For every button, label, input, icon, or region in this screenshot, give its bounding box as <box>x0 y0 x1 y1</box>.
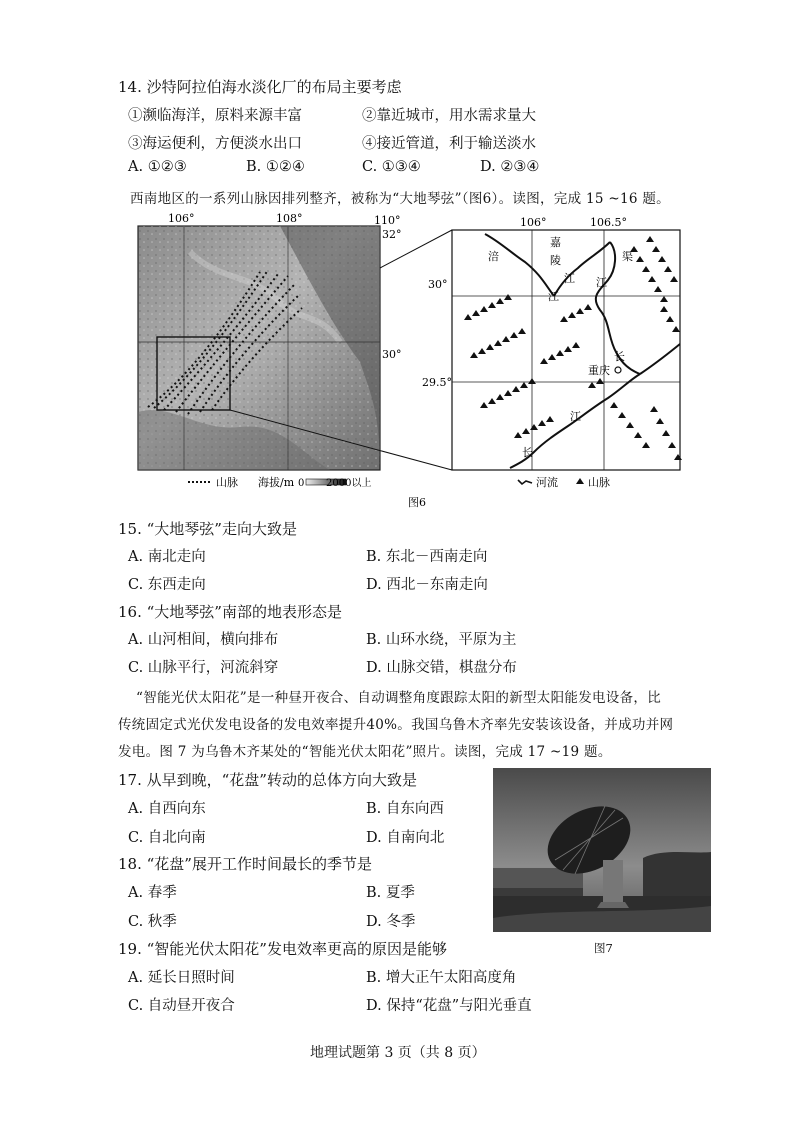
q17-option-b: B. 自东向西 <box>366 801 444 817</box>
q14-option-a: A. ①②③ <box>128 159 187 175</box>
q14-stem: 14. 沙特阿拉伯海水淡化厂的布局主要考虑 <box>118 78 402 96</box>
q15-option-b: B. 东北－西南走向 <box>366 549 488 565</box>
q19-option-c: C. 自动昼开夜合 <box>128 998 235 1014</box>
page-footer: 地理试题第 3 页（共 8 页） <box>310 1045 486 1061</box>
q14-item-4: ④接近管道，利于输送淡水 <box>362 136 536 152</box>
intro-17-19-line-3: 发电。图 7 为乌鲁木齐某处的“智能光伏太阳花”照片。读图，完成 17 ~19 题。 <box>118 744 612 760</box>
q14-option-c: C. ①③④ <box>362 159 421 175</box>
legend-elev-max: 2000以上 <box>326 478 372 489</box>
lon-label-106_5: 106.5° <box>590 216 627 229</box>
q15-stem: 15. “大地琴弦”走向大致是 <box>118 520 297 538</box>
q19-option-b: B. 增大正午太阳高度角 <box>366 970 517 986</box>
legend-mountain-left: 山脉 <box>216 476 238 489</box>
lat-label-32: 32° <box>382 228 402 241</box>
q16-option-c: C. 山脉平行，河流斜穿 <box>128 660 279 676</box>
q19-option-a: A. 延长日照时间 <box>128 970 235 986</box>
q19-option-d: D. 保持“花盘”与阳光垂直 <box>366 998 532 1014</box>
q17-stem: 17. 从早到晚，“花盘”转动的总体方向大致是 <box>118 771 417 789</box>
q15-option-a: A. 南北走向 <box>128 549 206 565</box>
q15-option-d: D. 西北－东南走向 <box>366 577 488 593</box>
place-label-jiang-3: 江 <box>596 276 607 289</box>
q17-option-c: C. 自北向南 <box>128 830 206 846</box>
sunflower-pole <box>603 860 623 902</box>
place-label-jiang-1: 江 <box>564 272 575 285</box>
q14-item-2: ②靠近城市，用水需求量大 <box>362 108 536 124</box>
q18-option-d: D. 冬季 <box>366 914 416 930</box>
q14-item-1: ①濒临海洋，原料来源丰富 <box>128 108 302 124</box>
place-label-fu: 涪 <box>488 250 499 263</box>
q16-option-d: D. 山脉交错，棋盘分布 <box>366 660 517 676</box>
lat-label-29_5: 29.5° <box>422 376 452 389</box>
q15-option-c: C. 东西走向 <box>128 577 206 593</box>
place-label-jiang-4: 江 <box>570 410 581 423</box>
lon-label-108: 108° <box>276 212 303 225</box>
q16-option-a: A. 山河相间，横向排布 <box>128 632 279 648</box>
detail-map <box>452 230 682 470</box>
figure-7-photo <box>493 768 711 932</box>
legend-river: 河流 <box>536 476 558 489</box>
place-label-ling: 陵 <box>550 254 561 267</box>
intro-15-16: 西南地区的一系列山脉因排列整齐，被称为“大地琴弦”（图6）。读图，完成 15 ~16 题。 <box>130 191 670 207</box>
figure-7-caption: 图7 <box>594 941 613 955</box>
relief-map <box>138 226 380 470</box>
lon-label-106: 106° <box>168 212 195 225</box>
q14-option-d: D. ②③④ <box>480 159 540 175</box>
place-label-chang-1: 长 <box>614 350 625 363</box>
q19-stem: 19. “智能光伏太阳花”发电效率更高的原因是能够 <box>118 940 447 958</box>
legend-elevation: 海拔/m <box>258 476 295 489</box>
legend-mountain-right: 山脉 <box>588 476 610 489</box>
place-label-chang-2: 长 <box>522 446 533 459</box>
q16-option-b: B. 山环水绕，平原为主 <box>366 632 517 648</box>
q14-item-3: ③海运便利，方便淡水出口 <box>128 136 302 152</box>
lat-label-30-right: 30° <box>428 278 448 291</box>
lon-label-110: 110° <box>374 214 401 227</box>
q17-option-d: D. 自南向北 <box>366 830 445 846</box>
legend-elev-zero: 0 <box>298 478 305 489</box>
place-label-jiang-2: 江 <box>548 290 559 303</box>
lon-label-106-right: 106° <box>520 216 547 229</box>
q16-stem: 16. “大地琴弦”南部的地表形态是 <box>118 603 342 621</box>
q18-option-c: C. 秋季 <box>128 914 177 930</box>
q18-option-a: A. 春季 <box>128 885 177 901</box>
place-label-chongqing: 重庆 <box>588 364 610 377</box>
q17-option-a: A. 自西向东 <box>128 801 206 817</box>
figure-6-caption: 图6 <box>408 496 426 509</box>
lat-label-30-left: 30° <box>382 348 402 361</box>
figure-6 <box>130 212 690 512</box>
place-label-jia: 嘉 <box>550 236 561 249</box>
intro-17-19-line-1: “智能光伏太阳花”是一种昼开夜合、自动调整角度跟踪太阳的新型太阳能发电设备，比 <box>136 690 662 706</box>
intro-17-19-line-2: 传统固定式光伏发电设备的发电效率提升40%。我国乌鲁木齐率先安装该设备，并成功并网 <box>118 717 674 733</box>
q18-option-b: B. 夏季 <box>366 885 415 901</box>
q14-option-b: B. ①②④ <box>246 159 305 175</box>
place-label-qu: 渠 <box>622 250 633 263</box>
q18-stem: 18. “花盘”展开工作时间最长的季节是 <box>118 855 372 873</box>
